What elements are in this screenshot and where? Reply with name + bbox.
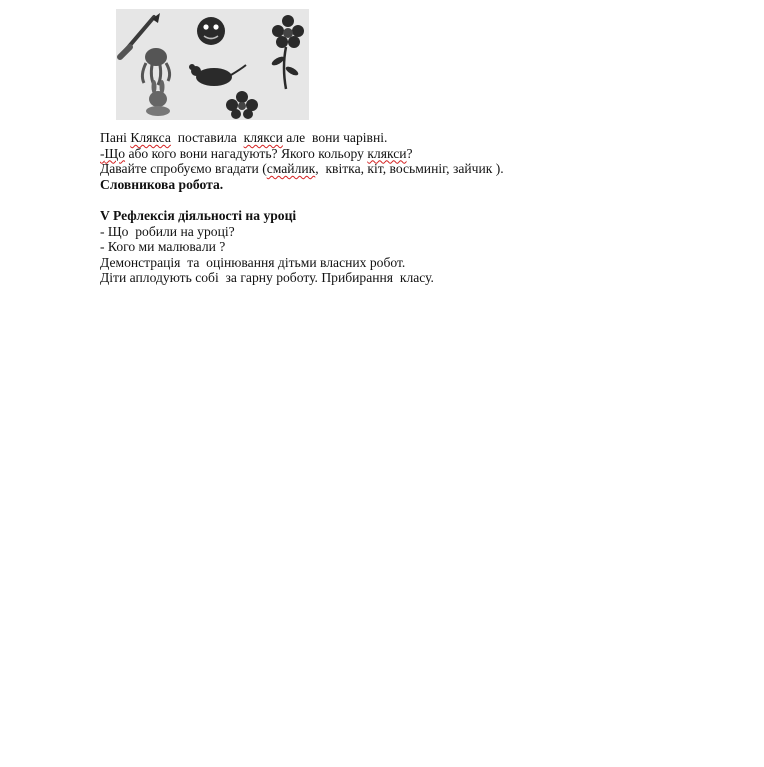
- line-2-part: або кого вони нагадують? Якого кольору: [125, 145, 368, 161]
- line-2-part: -: [100, 145, 105, 161]
- line-6: - Що робили на уроці?: [100, 223, 235, 239]
- spellcheck-word: смайлик: [266, 161, 316, 177]
- spellcheck-word: клякси: [243, 130, 283, 145]
- line-7: - Кого ми малювали ?: [100, 239, 226, 255]
- blot-drawings-photo: [116, 9, 309, 120]
- lesson-text: [100, 130, 700, 286]
- spellcheck-word: Клякса: [130, 130, 171, 145]
- line-1: [100, 130, 700, 146]
- line-3: [100, 161, 700, 177]
- line-9: Діти аплодують собі за гарну роботу. Прибирання класу.: [100, 270, 434, 286]
- spellcheck-word: Що: [104, 145, 126, 161]
- line-3-part: Давайте спробуємо вгадати (: [100, 161, 267, 177]
- line-1-part: але вони чарівні.: [282, 130, 388, 145]
- line-8: Демонстрація та оцінювання дітьми власних робот.: [100, 254, 406, 270]
- line-1-part: поставила: [170, 130, 244, 145]
- line-2: [100, 146, 700, 162]
- spellcheck-word: клякси: [367, 145, 407, 161]
- line-3-part: , квітка, кіт, восьминіг, зайчик ).: [315, 161, 504, 177]
- blank-line: [100, 192, 700, 208]
- vocabulary-work-heading: Словникова робота.: [100, 176, 224, 192]
- reflection-heading: V Рефлексія діяльності на уроці: [100, 207, 297, 223]
- line-2-part: ?: [406, 145, 413, 161]
- smiley-icon: [197, 17, 225, 45]
- line-1-part: Пані: [100, 130, 131, 145]
